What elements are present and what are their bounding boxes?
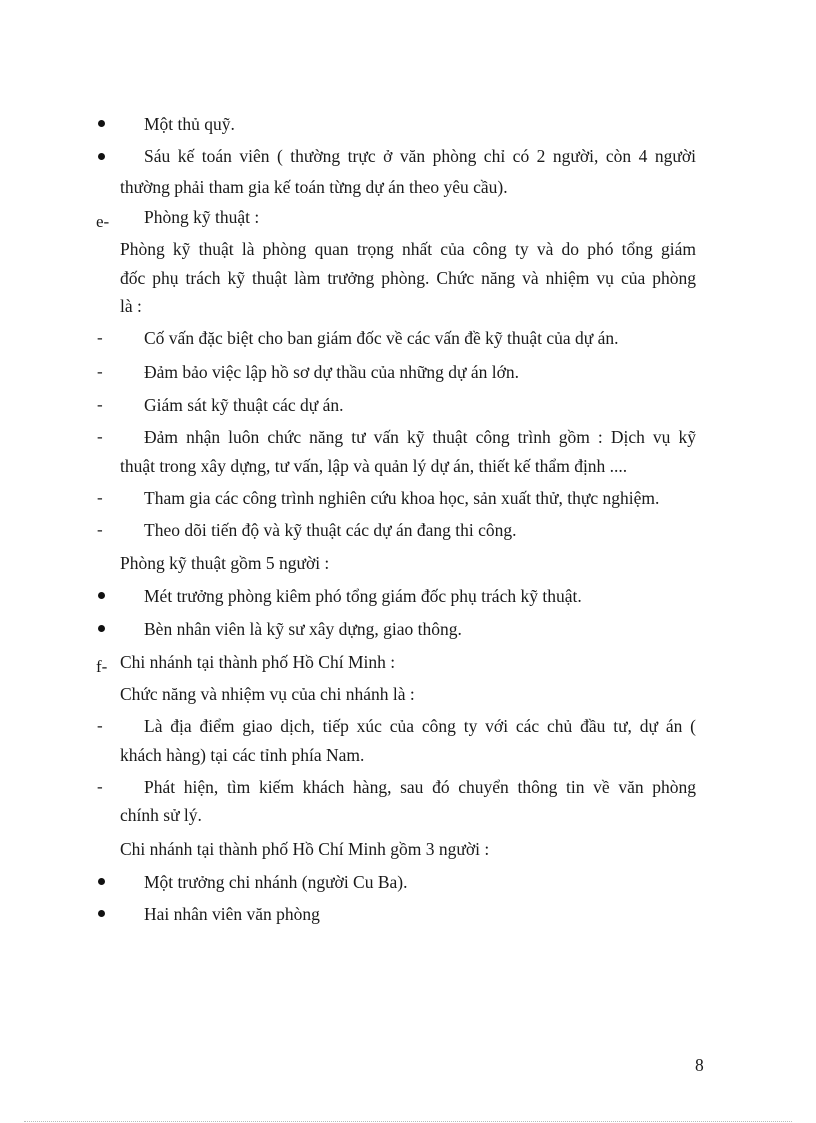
bullet-icon: [98, 120, 105, 127]
bullet-icon: [98, 153, 105, 160]
list-item-text: Phát hiện, tìm kiếm khách hàng, sau đó chuyển thông tin về văn phòng: [144, 777, 696, 797]
section-marker: f-: [96, 657, 108, 676]
paragraph-line: là :: [120, 296, 142, 316]
page-number: 8: [695, 1055, 704, 1075]
section-heading: Phòng kỹ thuật :: [144, 207, 260, 227]
list-item-text: Hai nhân viên văn phòng: [144, 904, 320, 924]
paragraph-line: Phòng kỹ thuật là phòng quan trọng nhất của công ty và do phó tổng giám: [120, 239, 696, 259]
page-bottom-divider: [24, 1121, 792, 1122]
dash-marker: -: [97, 777, 103, 796]
list-item-text: Giám sát kỹ thuật các dự án.: [144, 395, 344, 415]
list-item-continuation: thường phải tham gia kế toán từng dự án theo yêu cầu).: [120, 177, 508, 197]
section-marker: e-: [96, 212, 110, 231]
list-item-text: Một trưởng chi nhánh (người Cu Ba).: [144, 872, 408, 892]
list-item-continuation: chính sử lý.: [120, 805, 202, 825]
dash-marker: -: [97, 427, 103, 446]
list-item-text: Sáu kế toán viên ( thường trực ở văn phòng chỉ có 2 người, còn 4 người: [144, 146, 696, 166]
bullet-icon: [98, 910, 105, 917]
list-item-text: Tham gia các công trình nghiên cứu khoa học, sản xuất thử, thực nghiệm.: [144, 488, 660, 508]
paragraph-line: đốc phụ trách kỹ thuật làm trưởng phòng. Chức năng và nhiệm vụ của phòng: [120, 268, 696, 288]
dash-marker: -: [97, 716, 103, 735]
bullet-icon: [98, 625, 105, 632]
list-item-text: Đảm nhận luôn chức năng tư vấn kỹ thuật công trình gồm : Dịch vụ kỹ: [144, 427, 696, 447]
dash-marker: -: [97, 488, 103, 507]
paragraph-line: Phòng kỹ thuật gồm 5 người :: [120, 553, 330, 573]
dash-marker: -: [97, 328, 103, 347]
list-item-text: Một thủ quỹ.: [144, 114, 235, 134]
list-item-text: Đảm bảo việc lập hồ sơ dự thầu của những dự án lớn.: [144, 362, 520, 382]
paragraph-line: Chi nhánh tại thành phố Hồ Chí Minh gồm 3 người :: [120, 839, 490, 859]
list-item-text: Bèn nhân viên là kỹ sư xây dựng, giao thông.: [144, 619, 462, 639]
dash-marker: -: [97, 362, 103, 381]
list-item-continuation: khách hàng) tại các tỉnh phía Nam.: [120, 745, 365, 765]
dash-marker: -: [97, 395, 103, 414]
list-item-text: Theo dõi tiến độ và kỹ thuật các dự án đang thi công.: [144, 520, 517, 540]
section-heading: Chi nhánh tại thành phố Hồ Chí Minh :: [120, 652, 396, 672]
dash-marker: -: [97, 520, 103, 539]
list-item-text: Mét trưởng phòng kiêm phó tổng giám đốc phụ trách kỹ thuật.: [144, 586, 582, 606]
bullet-icon: [98, 592, 105, 599]
list-item-text: Cố vấn đặc biệt cho ban giám đốc về các vấn đề kỹ thuật của dự án.: [144, 328, 619, 348]
paragraph-line: Chức năng và nhiệm vụ của chi nhánh là :: [120, 684, 415, 704]
bullet-icon: [98, 878, 105, 885]
list-item-text: Là địa điểm giao dịch, tiếp xúc của công ty với các chủ đầu tư, dự án (: [144, 716, 696, 736]
list-item-continuation: thuật trong xây dựng, tư vấn, lập và quản lý dự án, thiết kế thẩm định ....: [120, 456, 628, 476]
